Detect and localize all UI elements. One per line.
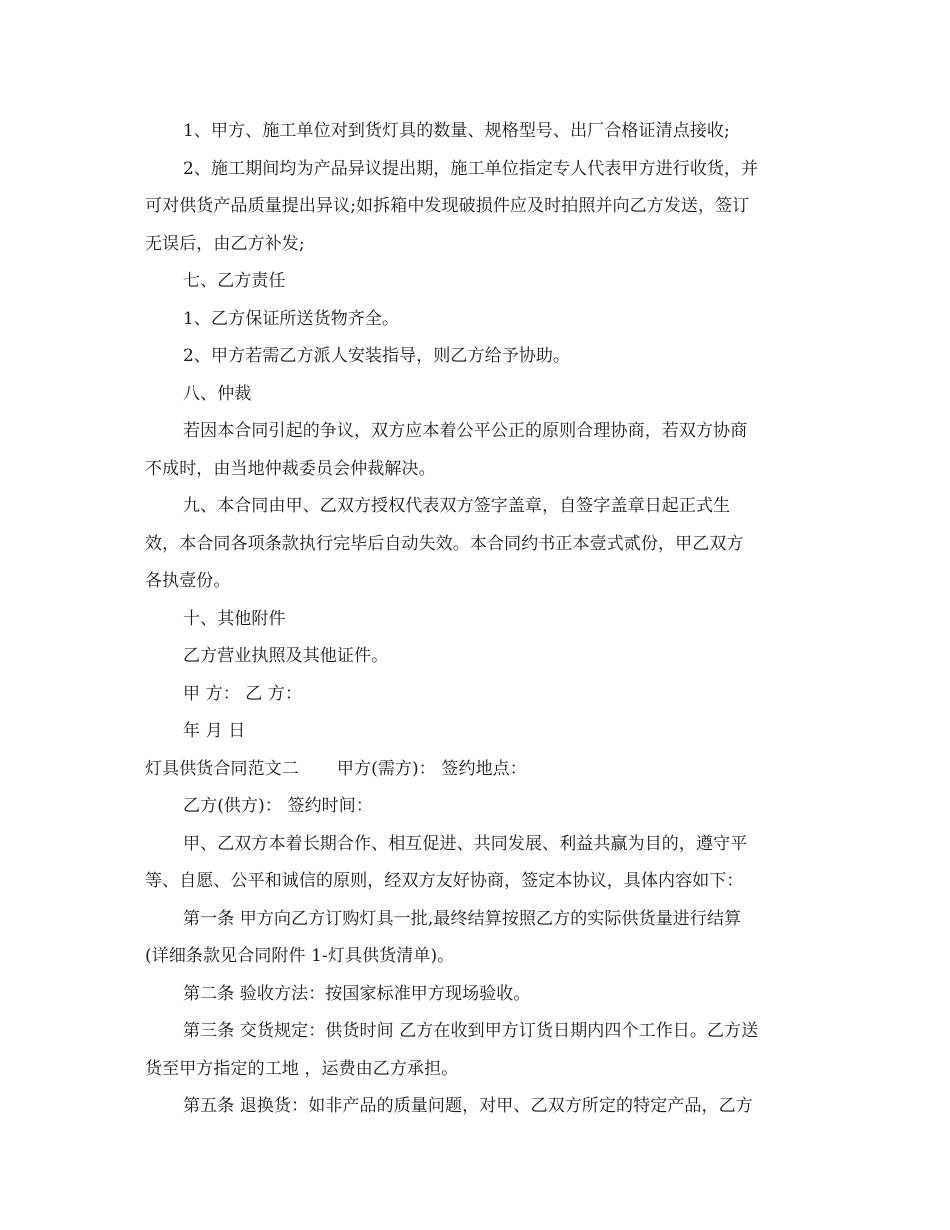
contract-title: 灯具供货合同范文二 [145,758,299,779]
article-line: 第一条 甲方向乙方订购灯具一批,最终结算按照乙方的实际供货量进行结算 [183,908,742,929]
article-line: 第三条 交货规定：供货时间 乙方在收到甲方订货日期内四个工作日。乙方送 [183,1021,759,1041]
clause-line: 若因本合同引起的争议，双方应本着公平公正的原则合理协商，若双方协商 [183,421,748,441]
clause-line: 效，本合同各项条款执行完毕后自动失效。本合同约书正本壹式贰份，甲乙双方 [145,533,744,554]
clause-line: 不成时，由当地仲裁委员会仲裁解决。 [145,458,436,479]
clause-line: 九、本合同由甲、乙双方授权代表双方签字盖章，自签字盖章日起正式生 [183,496,731,516]
clause-line: (详细条款见合同附件 1-灯具供货清单)。 [145,946,455,966]
clause-line: 甲、乙双方本着长期合作、相互促进、共同发展、利益共赢为目的，遵守平 [183,833,748,854]
date-line: 年 月 日 [183,721,246,741]
second-contract-title-line [145,751,810,789]
clause-line: 等、自愿、公平和诚信的原则，经双方友好协商，签定本协议，具体内容如下： [145,871,744,891]
contract-body [145,113,810,1126]
section-heading: 十、其他附件 [183,608,286,629]
clause-line: 1、乙方保证所送货物齐全。 [183,308,400,329]
clause-line: 乙方营业执照及其他证件。 [183,646,389,666]
clause-line: 货至甲方指定的工地 ，运费由乙方承担。 [145,1058,459,1079]
party-b-header: 乙方(供方)： 签约时间： [183,796,373,816]
clause-line: 2、甲方若需乙方派人安装指导，则乙方给予协助。 [183,346,571,366]
clause-line: 1、甲方、施工单位对到货灯具的数量、规格型号、出厂合格证清点接收; [183,121,730,141]
section-heading: 七、乙方责任 [183,271,286,291]
signature-line: 甲 方： 乙 方： [183,683,303,704]
article-line: 第五条 退换货：如非产品的质量问题，对甲、乙双方所定的特定产品，乙方 [183,1096,753,1116]
clause-line: 各执壹份。 [145,571,231,591]
clause-line: 可对供货产品质量提出异议;如拆箱中发现破损件应及时拍照并向乙方发送，签订 [145,196,750,216]
section-heading: 八、仲裁 [183,383,252,404]
party-a-header: 甲方(需方)： 签约地点： [336,758,527,779]
clause-line: 2、施工期间均为产品异议提出期，施工单位指定专人代表甲方进行收货，并 [183,158,759,179]
clause-line: 无误后，由乙方补发; [145,233,305,254]
article-line: 第二条 验收方法：按国家标准甲方现场验收。 [183,983,531,1004]
